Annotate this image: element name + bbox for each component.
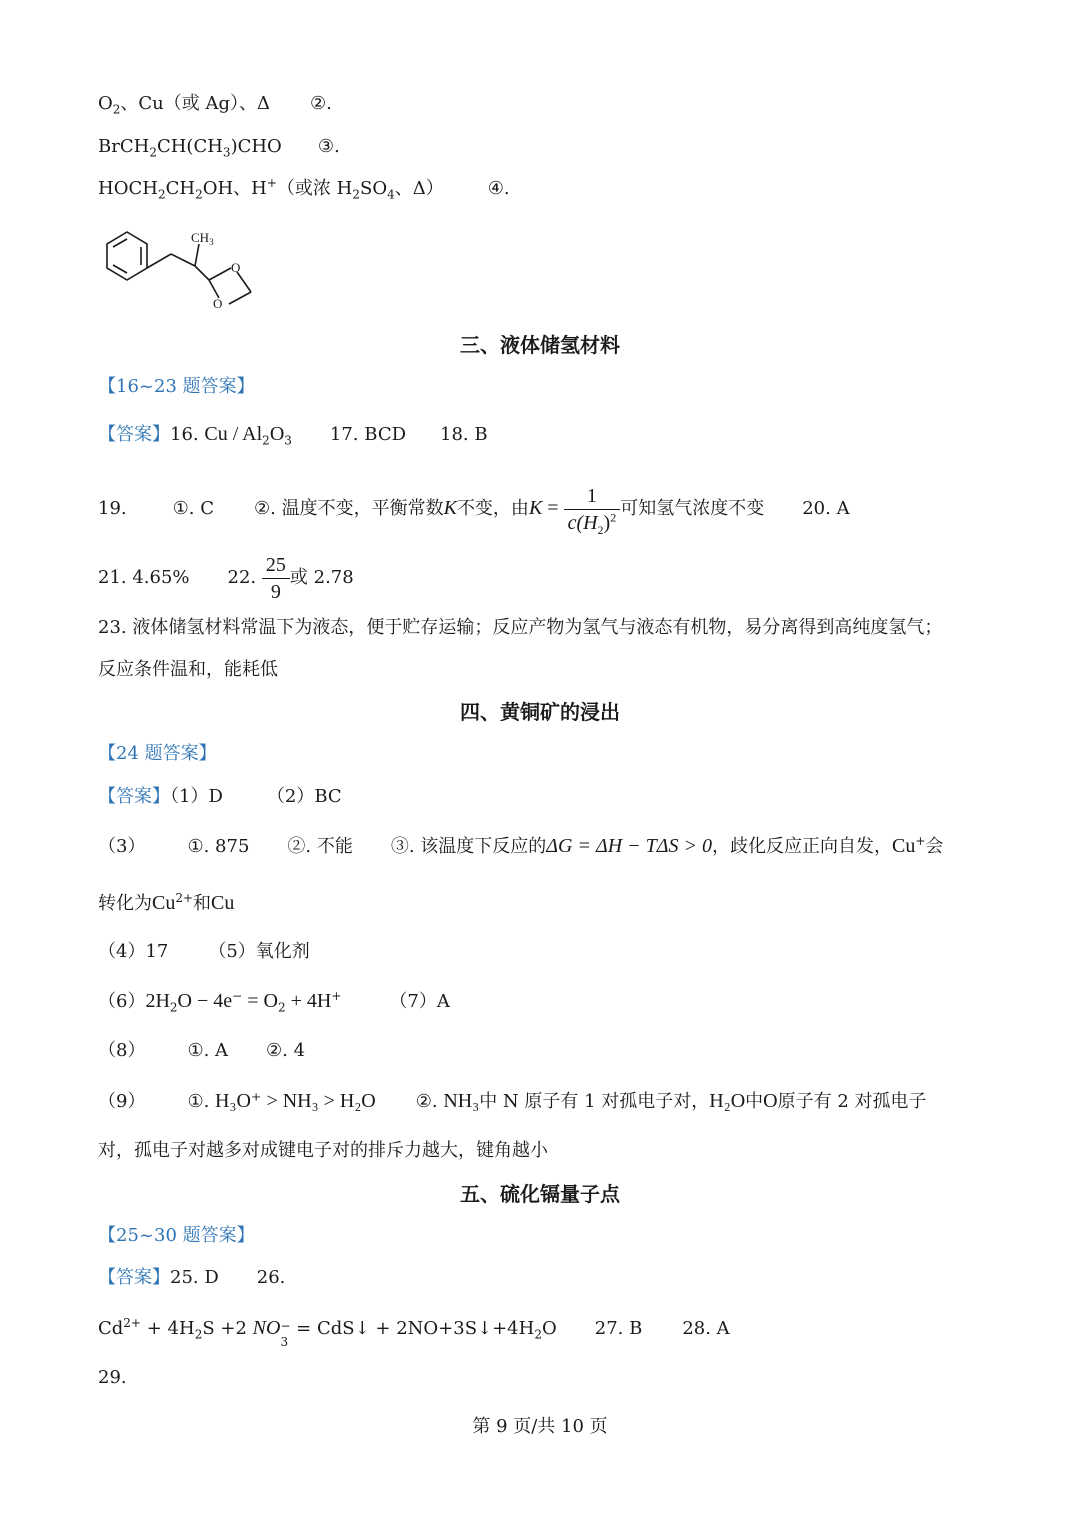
oxygen-label: O <box>231 260 241 275</box>
chemical-structure <box>95 220 275 320</box>
bond <box>195 266 209 280</box>
answer-24-8: （8） ①. A ②. 4 <box>98 1040 306 1061</box>
bond <box>147 254 171 268</box>
bond <box>195 244 199 266</box>
answer-line-2: $BrCH_2CH(CH_3)CHO$ ③. <box>98 136 340 160</box>
page-footer: 第 9 页/共 10 页 <box>472 1416 608 1437</box>
answer-range-16-23: 【16~23 题答案】 <box>98 376 255 397</box>
answer-24-9-cont: 对，孤电子对越多对成键电子对的排斥力越大，键角越小 <box>98 1140 548 1161</box>
answer-19-20: 19. ①. C ②. 温度不变，平衡常数K不变，由K = $\frac{1}{c(H_2)^2}$ 可知氢气浓度不变 20. A <box>98 484 850 537</box>
answer-24-3: （3） ①. 875 ②. 不能 ③. 该温度下反应的ΔG = ΔH − TΔS > 0，歧化反应正向自发，Cu+会 <box>98 834 944 857</box>
bond <box>237 272 251 292</box>
bond <box>229 292 251 304</box>
section-title-4: 四、黄铜矿的浸出 <box>460 700 620 724</box>
answer-21-22: 21. 4.65% 22. $\frac{25}{9}$ 或 2.78 <box>98 553 354 603</box>
answer-29: 29. <box>98 1367 127 1388</box>
answer-25-26: 【答案】25. D 26. <box>98 1267 286 1288</box>
bond <box>209 268 231 280</box>
answer-24-6-7: $(6)2H_2O - 4e^- = O_2 + 4H^+$ （7）A <box>98 989 450 1015</box>
answer-23-line-2: 反应条件温和，能耗低 <box>98 659 278 680</box>
answer-24-4-5: （4）17 （5）氧化剂 <box>98 941 310 962</box>
answer-23-line-1: 23. 液体储氢材料常温下为液态，便于贮存运输；反应产物为氢气与液态有机物，易分离得到高纯度氢气； <box>98 617 943 638</box>
answer-range-25-30: 【25~30 题答案】 <box>98 1225 255 1246</box>
answer-24-1-2: 【答案】（1）D （2）BC <box>98 786 342 807</box>
oxygen-label: O <box>213 296 223 311</box>
ch3-label: $CH_3$ <box>191 230 214 247</box>
bond <box>171 254 195 266</box>
answer-line-3: $HOCH_2CH_2OH$、H+（或浓 $H_2SO_4$、Δ） ④. <box>98 176 510 202</box>
answer-26-equation: $Cd^{2+} + 4H_2S +2$ NO − 3 = CdS↓ + $2NO+3S↓+4H_2O$ 27. B 28. A <box>98 1316 730 1349</box>
section-title-3: 三、液体储氢材料 <box>460 333 620 357</box>
answer-line-1: $O_2$、Cu（或 Ag）、Δ ②. <box>98 93 332 117</box>
answer-range-24: 【24 题答案】 <box>98 743 217 764</box>
answer-24-3-cont: 转化为$Cu^{2+}$和Cu <box>98 891 235 914</box>
answer-16-18: 【答案】16. Cu / $Al_2O_3$ 17. BCD 18. B <box>98 423 488 448</box>
section-title-5: 五、硫化镉量子点 <box>460 1182 620 1206</box>
answer-24-9: （9） ①. H₃O⁺ > NH₃ > H₂O ②. NH₃中 N 原子有 1 对孤电子对，H₂O中O原子有 2 对孤电子 <box>98 1090 927 1112</box>
